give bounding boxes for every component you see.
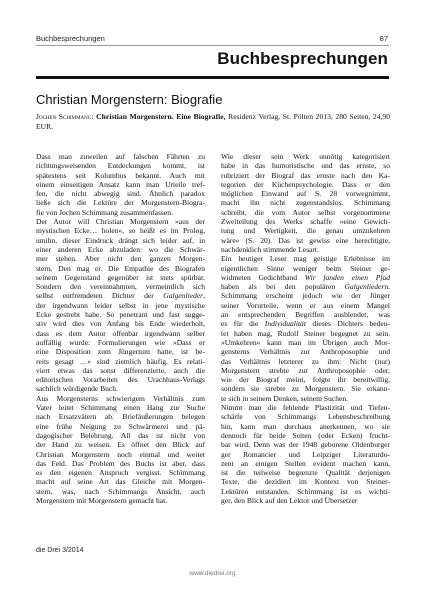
text-line: wäre« (S. 20). Das ist gewiss eine berechtigte, — [221, 235, 390, 245]
text-line: dennoch für beide Seiten (oder Ecken) frucht- — [221, 430, 390, 440]
text-line: der Hand zu weisen. Es öffnet den Blick auf — [36, 440, 205, 450]
text-line: dagogischer Belehrung. All das ist nicht von — [36, 430, 205, 440]
website-url: www.diedrei.org — [189, 570, 236, 577]
section-rule — [36, 76, 389, 79]
text-line: ger Romancier und Leipziger Literaturdo- — [221, 449, 390, 459]
text-line: ger, den Blick auf den Lektor und Übersetzer — [221, 495, 358, 505]
text-line: der irgendwann leider selbst in jene mystische — [36, 300, 205, 310]
text-line: sondern sie strebte zu Morgenstern. Sie erkann- — [221, 384, 390, 394]
text-line: schreibt, die vom Autor selbst vorgenommene — [221, 207, 390, 217]
book-title: Christian Morgenstern. Eine Biografie, — [96, 112, 226, 121]
text-line: macht auf seine Art das Gleiche mit Morgen- — [36, 477, 205, 487]
text-line: an entsprechenden Begriffen ausblendet, was — [221, 310, 390, 320]
text-line: nachdenklich stimmende Lesart. — [221, 244, 319, 254]
text-line: stiv wird dies von Anfang bis Ende wiederholt, — [36, 319, 205, 329]
text-line: eine Disposition zum Jüngertum hatte, ist be- — [36, 347, 205, 357]
text-line: stern, was, nach Schimmangs Ansicht, auch — [36, 486, 205, 496]
text-line: Wie dieser sein Werk unnötig kategorisiert — [221, 152, 390, 161]
text-line: es für die Individualität dieses Dichters bedeu- — [221, 319, 390, 329]
text-line: seinem Gegenstand gegenüber ist stets spürbar. — [36, 272, 205, 282]
text-line: rubriziert der Biograf das ernste nach den Ka- — [221, 170, 390, 180]
text-line: zent an einigen Stellen evident machen kann, — [221, 458, 390, 468]
text-line: eigentlichen Sinne weniger beim Steiner ge- — [221, 263, 390, 273]
right-text-column — [221, 152, 390, 505]
text-line: mer stehen. Aber nicht den ganzen Morgen- — [36, 254, 205, 264]
text-line: wie der Biograf meint, folgte ihr bereitwillig, — [221, 375, 390, 385]
left-text-column — [36, 152, 205, 505]
header-rule — [36, 45, 389, 46]
article-title: Christian Morgenstern: Biografie — [36, 92, 223, 107]
text-line: es den eigenen Anspruch vergisst. Schimmang — [36, 468, 205, 478]
text-line: das Feld. Das Problem des Buchs ist aber, dass — [36, 458, 205, 468]
text-line: te sich in seinem Denken, seinem Suchen. — [221, 393, 349, 403]
text-line: fen, die nicht abwegig sind. Ähnlich paradox — [36, 189, 205, 199]
text-line: »Umkehren« kann man im Übrigen auch Mor- — [221, 337, 390, 347]
text-line: Dass man zuweilen auf falschen Fährten zu — [36, 152, 205, 161]
text-line: Ein heutiger Leser mag geistige Erlebnisse im — [221, 254, 390, 264]
journal-issue: die Drei 3/2014 — [36, 547, 84, 554]
running-head: Buchbesprechungen — [36, 34, 105, 43]
text-line: Sondern den vereinnahmten, vermeintlich sich — [36, 282, 205, 292]
text-line: hin, kann man durchaus anerkennen, wo sie — [221, 421, 390, 431]
text-line: fie von Jochen Schimmang zusammenfassen. — [36, 207, 173, 217]
text-line: einem einseitigen Ansatz kann man Urteile tref- — [36, 179, 205, 189]
text-line: möglichen Einwand auf S. 28 vorwegnimmt, — [221, 189, 390, 199]
text-line: reits gesagt …« sind ziemlich häufig. Es relati- — [36, 356, 205, 366]
text-line: Morgenstern strebte zur Anthroposophie oder, — [221, 365, 390, 375]
text-line: schärfe von Schimmangs Lebensbeschreibung — [221, 412, 390, 422]
text-line: ließe sich die Lektüre der Morgenstern-Biogra- — [36, 198, 205, 208]
text-line: Der Autor will Christian Morgenstern »aus der — [36, 217, 205, 227]
text-line: viert etwas das sonst differenzierte, auch die — [36, 365, 205, 375]
text-line: dass es dem Autor offenbar irgendwann selber — [36, 328, 205, 338]
text-line: tegorien der Küchenpsychologie. Dass er den — [221, 179, 390, 189]
text-line: bar wird. Denn was der 1948 geborene Oldenburger — [221, 440, 390, 450]
text-line: richtungsweisenden Entdeckungen kommt, ist — [36, 161, 205, 171]
text-line: tung und Wertigkeit, die genau umzukehren — [221, 226, 390, 236]
text-line: Aus Morgensterns schwierigem Verhältnis zum — [36, 393, 205, 403]
text-line: macht ihn nicht zugenstandslos. Schimmang — [221, 198, 390, 208]
text-line: einer anderen Ecke abzuladen: wo die Schwär- — [36, 244, 205, 254]
text-line: selbst entfremdeten Dichter der Galgenlieder, — [36, 291, 205, 301]
text-line: nach Ersatzvätern ab. Briefäußerungen belegen — [36, 412, 205, 422]
text-line: widmeten Gedichtband Wir fanden einen Pfad — [221, 272, 390, 282]
text-line: Nimmt man die fehlende Plastizität und Tiefen- — [221, 403, 390, 413]
text-line: Texte, die dezidiert im Kontext von Steiner- — [221, 477, 390, 487]
text-line: das Verhältnis letzterer zu ihm: Nicht (nur) — [221, 356, 390, 366]
text-line: editorischen Vorarbeiten des Urachhaus-Verlags — [36, 375, 205, 385]
section-title: Buchbesprechungen — [217, 49, 388, 68]
text-line: haben als bei den populären Galgenliedern. — [221, 282, 390, 292]
text-line: Ecke gestrebt habe. So penetrant und fast sugge- — [36, 310, 205, 320]
text-line: Christian Morgenstern noch einmal und weitet — [36, 449, 205, 459]
text-line: Morgenstern mit Morgenstern gemacht hat. — [36, 495, 168, 505]
text-line: spätestens seit Kolumbus bekannt. Auch mit — [36, 170, 205, 180]
publication-details: Residenz Verlag, St. Pölten 2013, 280 Seiten, 24,90 EUR. — [36, 112, 391, 131]
text-line: habe in das humoristische und das ernste, so — [221, 161, 390, 171]
text-line: umihn, dieser Eindruck drängt sich leider auf, in — [36, 235, 205, 245]
text-line: gensterns Verhältnis zur Anthroposophie und — [221, 347, 390, 357]
text-line: Vater leitet Schimmang einen Hang zur Suche — [36, 403, 205, 413]
text-line: ist die teilweise begrenzte Qualität derjenigen — [221, 468, 390, 478]
text-line: seiner Vorurteile, wenn er aus einem Mangel — [221, 300, 390, 310]
text-line: sachlich würdigende Buch. — [36, 384, 118, 394]
text-line: stern. Den mag er. Die Empathie des Biografen — [36, 263, 205, 273]
text-line: tet haben mag, Rudolf Steiner begegnet zu sein. — [221, 328, 390, 338]
review-author: Jochen Schimmang: — [36, 112, 94, 121]
text-line: Zweiteilung des Werks schaffe »eine Gewich- — [221, 217, 390, 227]
text-line: Schimmang erscheint jedoch wie der Jünger — [221, 291, 390, 301]
text-line: eine frühe Neigung zu Schwärmerei und pä- — [36, 421, 205, 431]
text-line: auffällig wurde: Formulierungen wie »Dass er — [36, 337, 205, 347]
text-line: Lektüren entstanden. Schimmang ist es wichti- — [221, 486, 390, 496]
text-line: mystischen Ecke… holen«, so heißt es im Prolog, — [36, 226, 205, 236]
bibliographic-entry — [36, 112, 390, 131]
page-number: 87 — [379, 34, 388, 43]
